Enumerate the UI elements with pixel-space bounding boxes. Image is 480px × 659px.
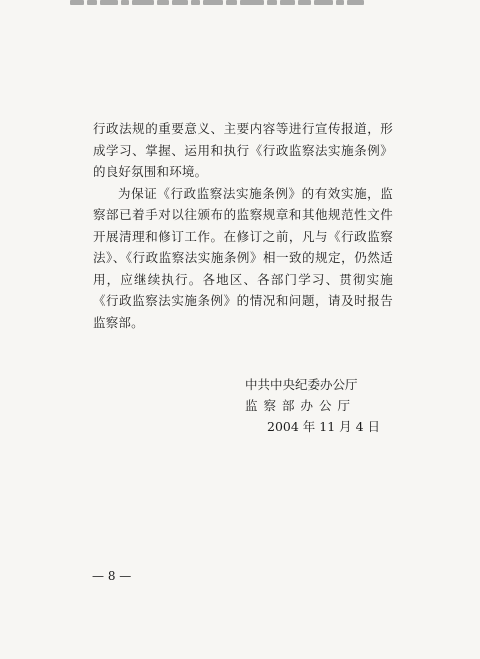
top-bleed-through (70, 0, 370, 8)
signature-date: 2004 年 11 月 4 日 (267, 419, 381, 434)
signature-dept1: 中共中央纪委办公厅 (245, 377, 358, 392)
paragraph-main: 为保证《行政监察法实施条例》的有效实施，监察部已着手对以往颁布的监察规章和其他规范性文件开展清理和修订工作。在修订之前，凡与《行政监察法》、《行政监察法实施条例》相一致的规定，仍然适用，应继续执行。各地区、各部门学习、贯彻实施《行政监察法实施条例》的情况和问题，请及时报告监察部。 (93, 185, 393, 330)
document-body (93, 118, 393, 333)
signature-dept2: 监察部办公厅 (245, 398, 357, 413)
signature-block (245, 374, 395, 437)
paragraph-continuation: 行政法规的重要意义、主要内容等进行宣传报道，形成学习、掌握、运用和执行《行政监察法实施条例》的良好氛围和环境。 (93, 121, 393, 179)
page-number: — 8 — (92, 569, 132, 583)
